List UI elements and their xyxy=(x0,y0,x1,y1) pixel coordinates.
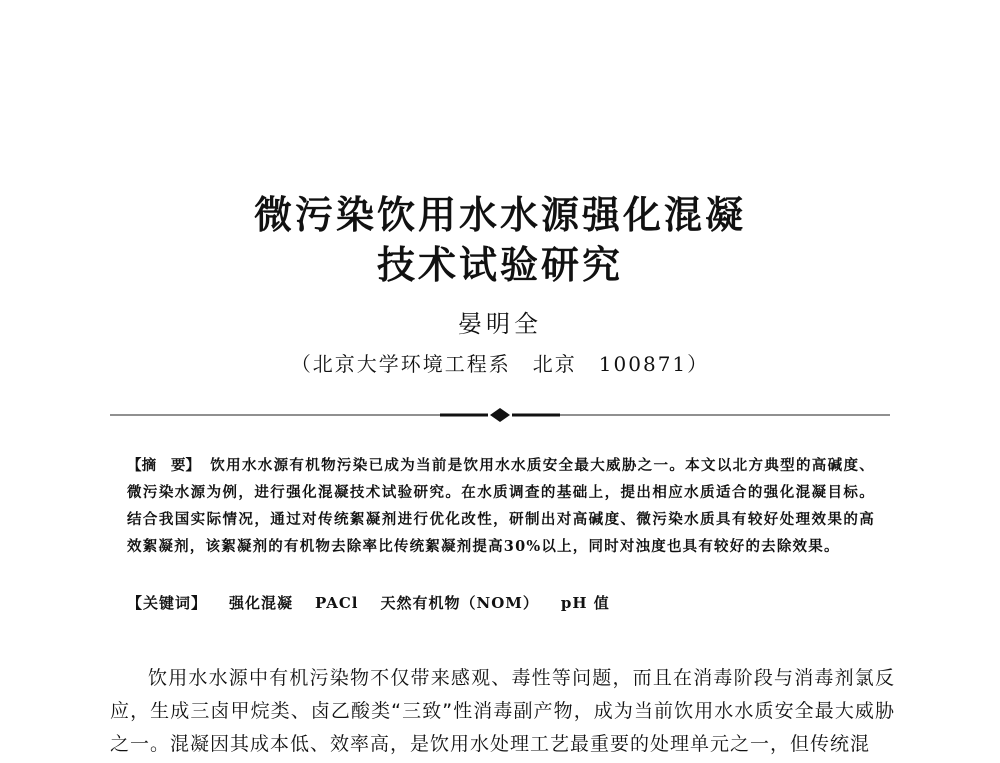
keyword-item: 强化混凝 xyxy=(229,594,294,612)
keyword-item: pH 值 xyxy=(560,594,610,612)
paper-title-line-2: 技术试验研究 xyxy=(376,243,623,287)
keyword-item: PACl xyxy=(315,594,359,612)
abstract-label: 【摘 要】 xyxy=(127,457,201,474)
abstract-block xyxy=(127,452,875,560)
keyword-item: 天然有机物（NOM） xyxy=(380,594,539,612)
body-paragraph: 饮用水水源中有机污染物不仅带来感观、毒性等问题，而且在消毒阶段与消毒剂氯反应，生成三卤甲烷类、卤乙酸类“三致”性消毒副产物，成为当前饮用水水质安全最大威胁之一。混凝因其成本低、效率高，是饮用水处理工艺最重要的处理单元之一，但传统混 xyxy=(110,667,895,755)
author-affiliation: （北京大学环境工程系 北京 100871） xyxy=(290,352,710,376)
divider-diamond xyxy=(490,408,510,422)
abstract-text: 饮用水水源有机物污染已成为当前是饮用水水质安全最大威胁之一。本文以北方典型的高碱度、微污染水源为例，进行强化混凝技术试验研究。在水质调查的基础上，提出相应水质适合的强化混凝目标。结合我国实际情况，通过对传统絮凝剂进行优化改性，研制出对高碱度、微污染水质具有较好处理效果的高效絮凝剂，该絮凝剂的有机物去除率比传统絮凝剂提高30%以上，同时对浊度也具有较好的去除效果。 xyxy=(127,457,875,555)
keywords-block xyxy=(127,590,875,617)
paper-title-line-1: 微污染饮用水水源强化混凝 xyxy=(253,193,746,237)
ornamental-divider xyxy=(110,405,890,425)
keywords-label: 【关键词】 xyxy=(127,594,208,612)
author-name: 晏明全 xyxy=(458,310,542,338)
